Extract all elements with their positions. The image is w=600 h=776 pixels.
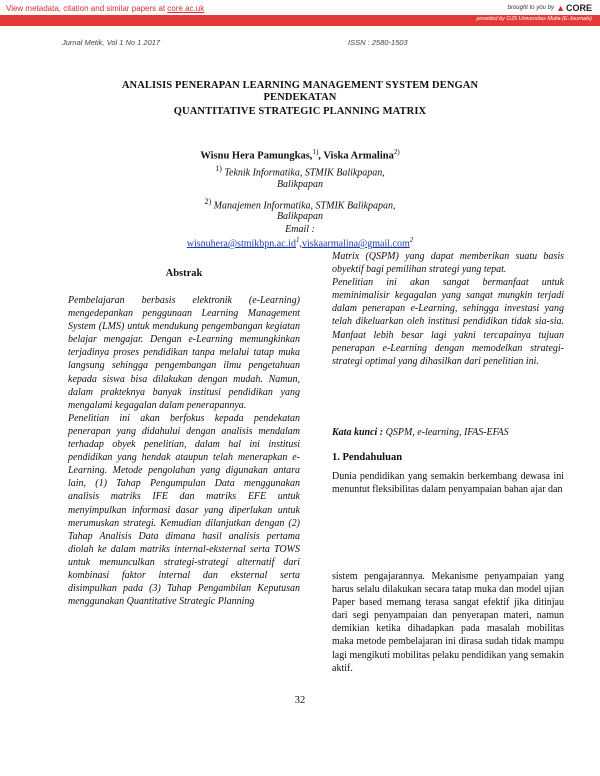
- keywords: [332, 427, 509, 438]
- email-list: $wisnuhera@stmikbpn.ac.id^1,viskaarmalina@gmail.com^2$: [186, 236, 414, 250]
- section-heading-pendahuluan: 1. Pendahuluan: [332, 452, 403, 463]
- affiliation-1: $^{1)}$ Teknik Informatika, STMIK Balikpapan,: [215, 164, 385, 179]
- author-1: Wisnu Hera Pamungkas,: [200, 150, 313, 162]
- core-domain-link[interactable]: core.ac.uk: [167, 4, 205, 13]
- abstract-left-column: [68, 294, 300, 608]
- paper-title-line1: ANALISIS PENERAPAN LEARNING MANAGEMENT SYSTEM DENGAN: [121, 80, 479, 91]
- provided-by-text: provided by OJS Universitas Mulia (E-Journals): [476, 16, 592, 22]
- affiliation-2: $^{2)}$ Manajemen Informatika, STMIK Balikpapan,: [204, 197, 396, 212]
- email-link-2[interactable]: viskaarmalina@gmail.com: [301, 238, 410, 250]
- abstract-paragraph-3: Matrix (QSPM) yang dapat memberikan suatu basis obyektif bagi pemilihan strategi yang tepat.: [332, 251, 564, 276]
- paper-title-line3: QUANTITATIVE STRATEGIC PLANNING MATRIX: [173, 106, 427, 117]
- affiliation-2-city: Balikpapan: [276, 211, 324, 222]
- keywords-label: Kata kunci :: [332, 427, 384, 438]
- issn-header: ISSN : 2580-1503: [348, 38, 408, 47]
- journal-header: Jurnal Metik, Vol 1 No 1 2017: [62, 38, 161, 47]
- section-paragraph-a: Dunia pendidikan yang semakin berkembang dewasa ini menuntut fleksibilitas dalam penyampaian bahan ajar dan: [332, 471, 564, 496]
- paper-title-line2: PENDEKATAN: [263, 92, 337, 103]
- author-2: Viska Armalina: [323, 150, 394, 162]
- email-label: Email :: [285, 224, 315, 235]
- core-logo-icon: ▲: [556, 3, 565, 13]
- abstract-paragraph-4: Penelitian ini akan sangat bermanfaat untuk meminimalisir kegagalan yang sangat mungkin terjadi dalam penerapan e-Learning, sehingga investasi yang telah dikeluarkan oleh institusi pendidikan tidak sia-sia. Manfaat lebih besar lagi yakni tercapainya tujuan penerapan e-Learning dengan memodelkan strategi-strategi optimal yang dihasilkan dari penelitian ini.: [332, 277, 564, 367]
- abstract-heading: Abstrak: [165, 268, 203, 279]
- core-metadata-link[interactable]: View metadata, citation and similar papers at core.ac.uk: [6, 4, 205, 13]
- core-banner: [0, 0, 600, 26]
- brought-to-you-text: brought to you by: [507, 5, 554, 11]
- section-paragraph-b: sistem pengajarannya. Mekanisme penyampaian yang harus selalu dilakukan secara tatap muka dan model ujian Paper based memang terasa sangat efektif jika ditinjau dari segi penyampaian dan penyerapan materi, namun demikian ketika dihadapkan pada masalah mobilitas maka metode pembelajaran ini dirasa sudah tidak mampu lagi mengikuti mobilitas pelaku pendidikan yang semakin aktif.: [332, 571, 564, 674]
- core-logo[interactable]: ▲CORE: [556, 3, 592, 13]
- keywords-values: QSPM, e-learning, IFAS-EFAS: [383, 427, 509, 438]
- authors: Wisnu Hera Pamungkas,$^{1)}$, Viska Armalina$^{2)}$: [200, 148, 400, 162]
- affiliation-1-city: Balikpapan: [276, 179, 324, 190]
- page-number: 32: [294, 695, 306, 706]
- abstract-paragraph-2: Penelitian ini akan berfokus kepada pendekatan penerapan yang didahului dengan analisis mendalam terhadap obyek penelitian, dalam hal ini institusi pendidikan yang hendak ataupun telah menerapkan e- Learning. Metode pengolahan yang digunakan antara lain, (1) Tahap Pengumpulan Data menggunakan analisis matriks IFE dan matriks EFE untuk menyimpulkan informasi dasar yang diperlukan untuk merumuskan strategi. Kemudian dilanjutkan dengan (2) Tahap Analisis Data dimana hasil analisis pertama diolah ke dalam matriks internal-eksternal serta TOWS untuk memunculkan strategi-strategi alternatif dari kombinasi faktor internal dan eksternal serta disimpulkan pada (3) Tahap Pengambilan Keputusan menggunakan Quantitative Strategic Planning: [68, 412, 300, 608]
- abstract-paragraph-1: Pembelajaran berbasis elektronik (e-Learning) mengedepankan penggunaan Learning Management System (LMS) untuk mendukung pengembangan kegiatan belajar mengajar. Dengan e-Learning memungkinkan terjadinya proses pendidikan tanpa melalui tatap muka langsung sehingga pengembangan ilmu pengetahuan kepada siswa bisa dilakukan dengan mudah. Namun, dalam prakteknya banyak institusi pendidikan yang mengalami kegagalan dalam penerapannya.: [68, 295, 300, 411]
- email-link-1[interactable]: wisnuhera@stmikbpn.ac.id: [186, 238, 296, 250]
- abstract-right-column: [332, 250, 564, 368]
